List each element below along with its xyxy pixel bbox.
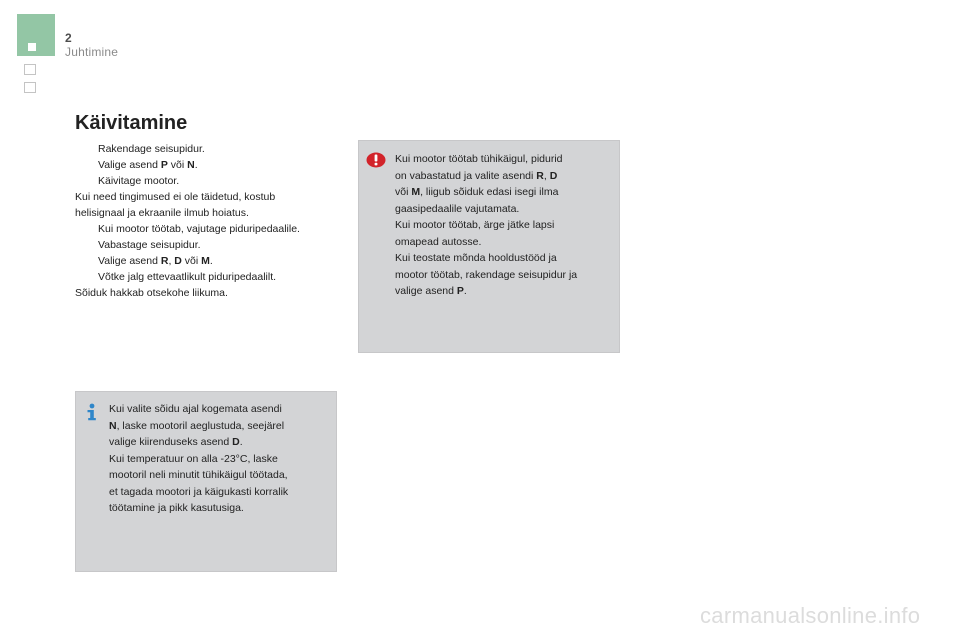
step-item [75, 269, 350, 285]
gear-letter: P [456, 285, 464, 297]
warning-line: gaasipedaalile vajutamata. [395, 202, 520, 215]
warning-fragment: , liigub sõiduk edasi isegi ilma [420, 186, 559, 198]
step-text: Vabastage seisupidur. [98, 239, 201, 251]
step-text: Valige asend [98, 255, 161, 267]
warning-line [395, 184, 617, 201]
gear-letter: R [536, 169, 544, 182]
step-item [75, 141, 350, 157]
info-line: Kui valite sõidu ajal kogemata asendi [109, 403, 282, 415]
warning-line: Kui teostate mõnda hooldustööd ja [395, 252, 557, 264]
info-note-box [75, 391, 337, 572]
step-text: Võtke jalg ettevaatlikult piduripedaalilt. [98, 271, 277, 283]
warning-fragment: valige asend [395, 285, 457, 297]
step-item [75, 253, 350, 269]
gear-letter: D [549, 169, 558, 182]
starting-instructions [75, 141, 350, 301]
warning-fragment: või [395, 186, 412, 198]
info-line: Kui temperatuur on alla -23°C, laske [109, 452, 278, 465]
info-text [109, 401, 334, 517]
step-text: . [194, 159, 198, 171]
gear-letter: M [201, 255, 210, 267]
info-line: töötamine ja pikk kasutusiga. [109, 502, 244, 514]
warning-text [395, 151, 617, 300]
warning-line: mootor töötab, rakendage seisupidur ja [395, 268, 578, 281]
info-fragment: . [239, 436, 243, 448]
warning-fragment: on vabastatud ja valite asendi [395, 169, 537, 182]
info-line: mootoril neli minutit tühikäigul töötada, [109, 469, 288, 481]
closing-line: Sõiduk hakkab otsekohe liikuma. [75, 287, 228, 299]
gear-letter: N [109, 419, 117, 432]
page-title: Käivitamine [75, 112, 188, 134]
step-text: või [167, 159, 188, 171]
info-line: et tagada mootori ja käigukasti korralik [109, 485, 289, 498]
gear-letter: D [232, 436, 240, 448]
step-text: Kui mootor töötab, vajutage piduripedaalile. [98, 223, 300, 235]
step-item [75, 157, 350, 173]
empty-marker-box [24, 82, 36, 93]
step-text: Valige asend [98, 159, 161, 171]
warning-line: omapead autosse. [395, 235, 482, 248]
gear-letter: N [187, 159, 195, 171]
note-line: helisignaal ja ekraanile ilmub hoiatus. [75, 207, 249, 219]
gear-letter: P [160, 159, 168, 171]
step-text: Rakendage seisupidur. [98, 143, 205, 155]
note-line: Kui need tingimused ei ole täidetud, kostub [75, 191, 276, 203]
warning-exclamation-icon [366, 152, 386, 168]
info-line [109, 434, 334, 451]
info-icon [84, 403, 100, 421]
section-color-tab [17, 14, 55, 56]
step-text: , [168, 255, 175, 267]
info-line [109, 418, 334, 435]
watermark: carmanualsonline.info [700, 603, 921, 628]
step-item [75, 221, 350, 237]
warning-note-box [358, 140, 620, 353]
section-tab-dot [28, 43, 36, 51]
gear-letter: R [160, 255, 169, 267]
warning-line: Kui mootor töötab tühikäigul, pidurid [395, 153, 563, 165]
gear-letter: M [411, 186, 421, 198]
warning-line: Kui mootor töötab, ärge jätke lapsi [395, 219, 555, 231]
step-text: või [181, 255, 202, 267]
warning-fragment: . [463, 285, 467, 297]
warning-line [395, 283, 617, 300]
info-fragment: valige kiirenduseks asend [109, 436, 233, 448]
step-item [75, 173, 350, 189]
step-item [75, 237, 350, 253]
gear-letter: D [174, 255, 182, 267]
info-fragment: , laske mootoril aeglustuda, seejärel [116, 419, 285, 432]
section-label: Juhtimine [65, 45, 119, 59]
empty-marker-box [24, 64, 36, 75]
page-number: 2 [65, 31, 72, 45]
step-text: . [209, 255, 213, 267]
warning-line [395, 168, 617, 185]
step-text: Käivitage mootor. [98, 175, 180, 187]
warning-fragment: , [543, 169, 550, 182]
